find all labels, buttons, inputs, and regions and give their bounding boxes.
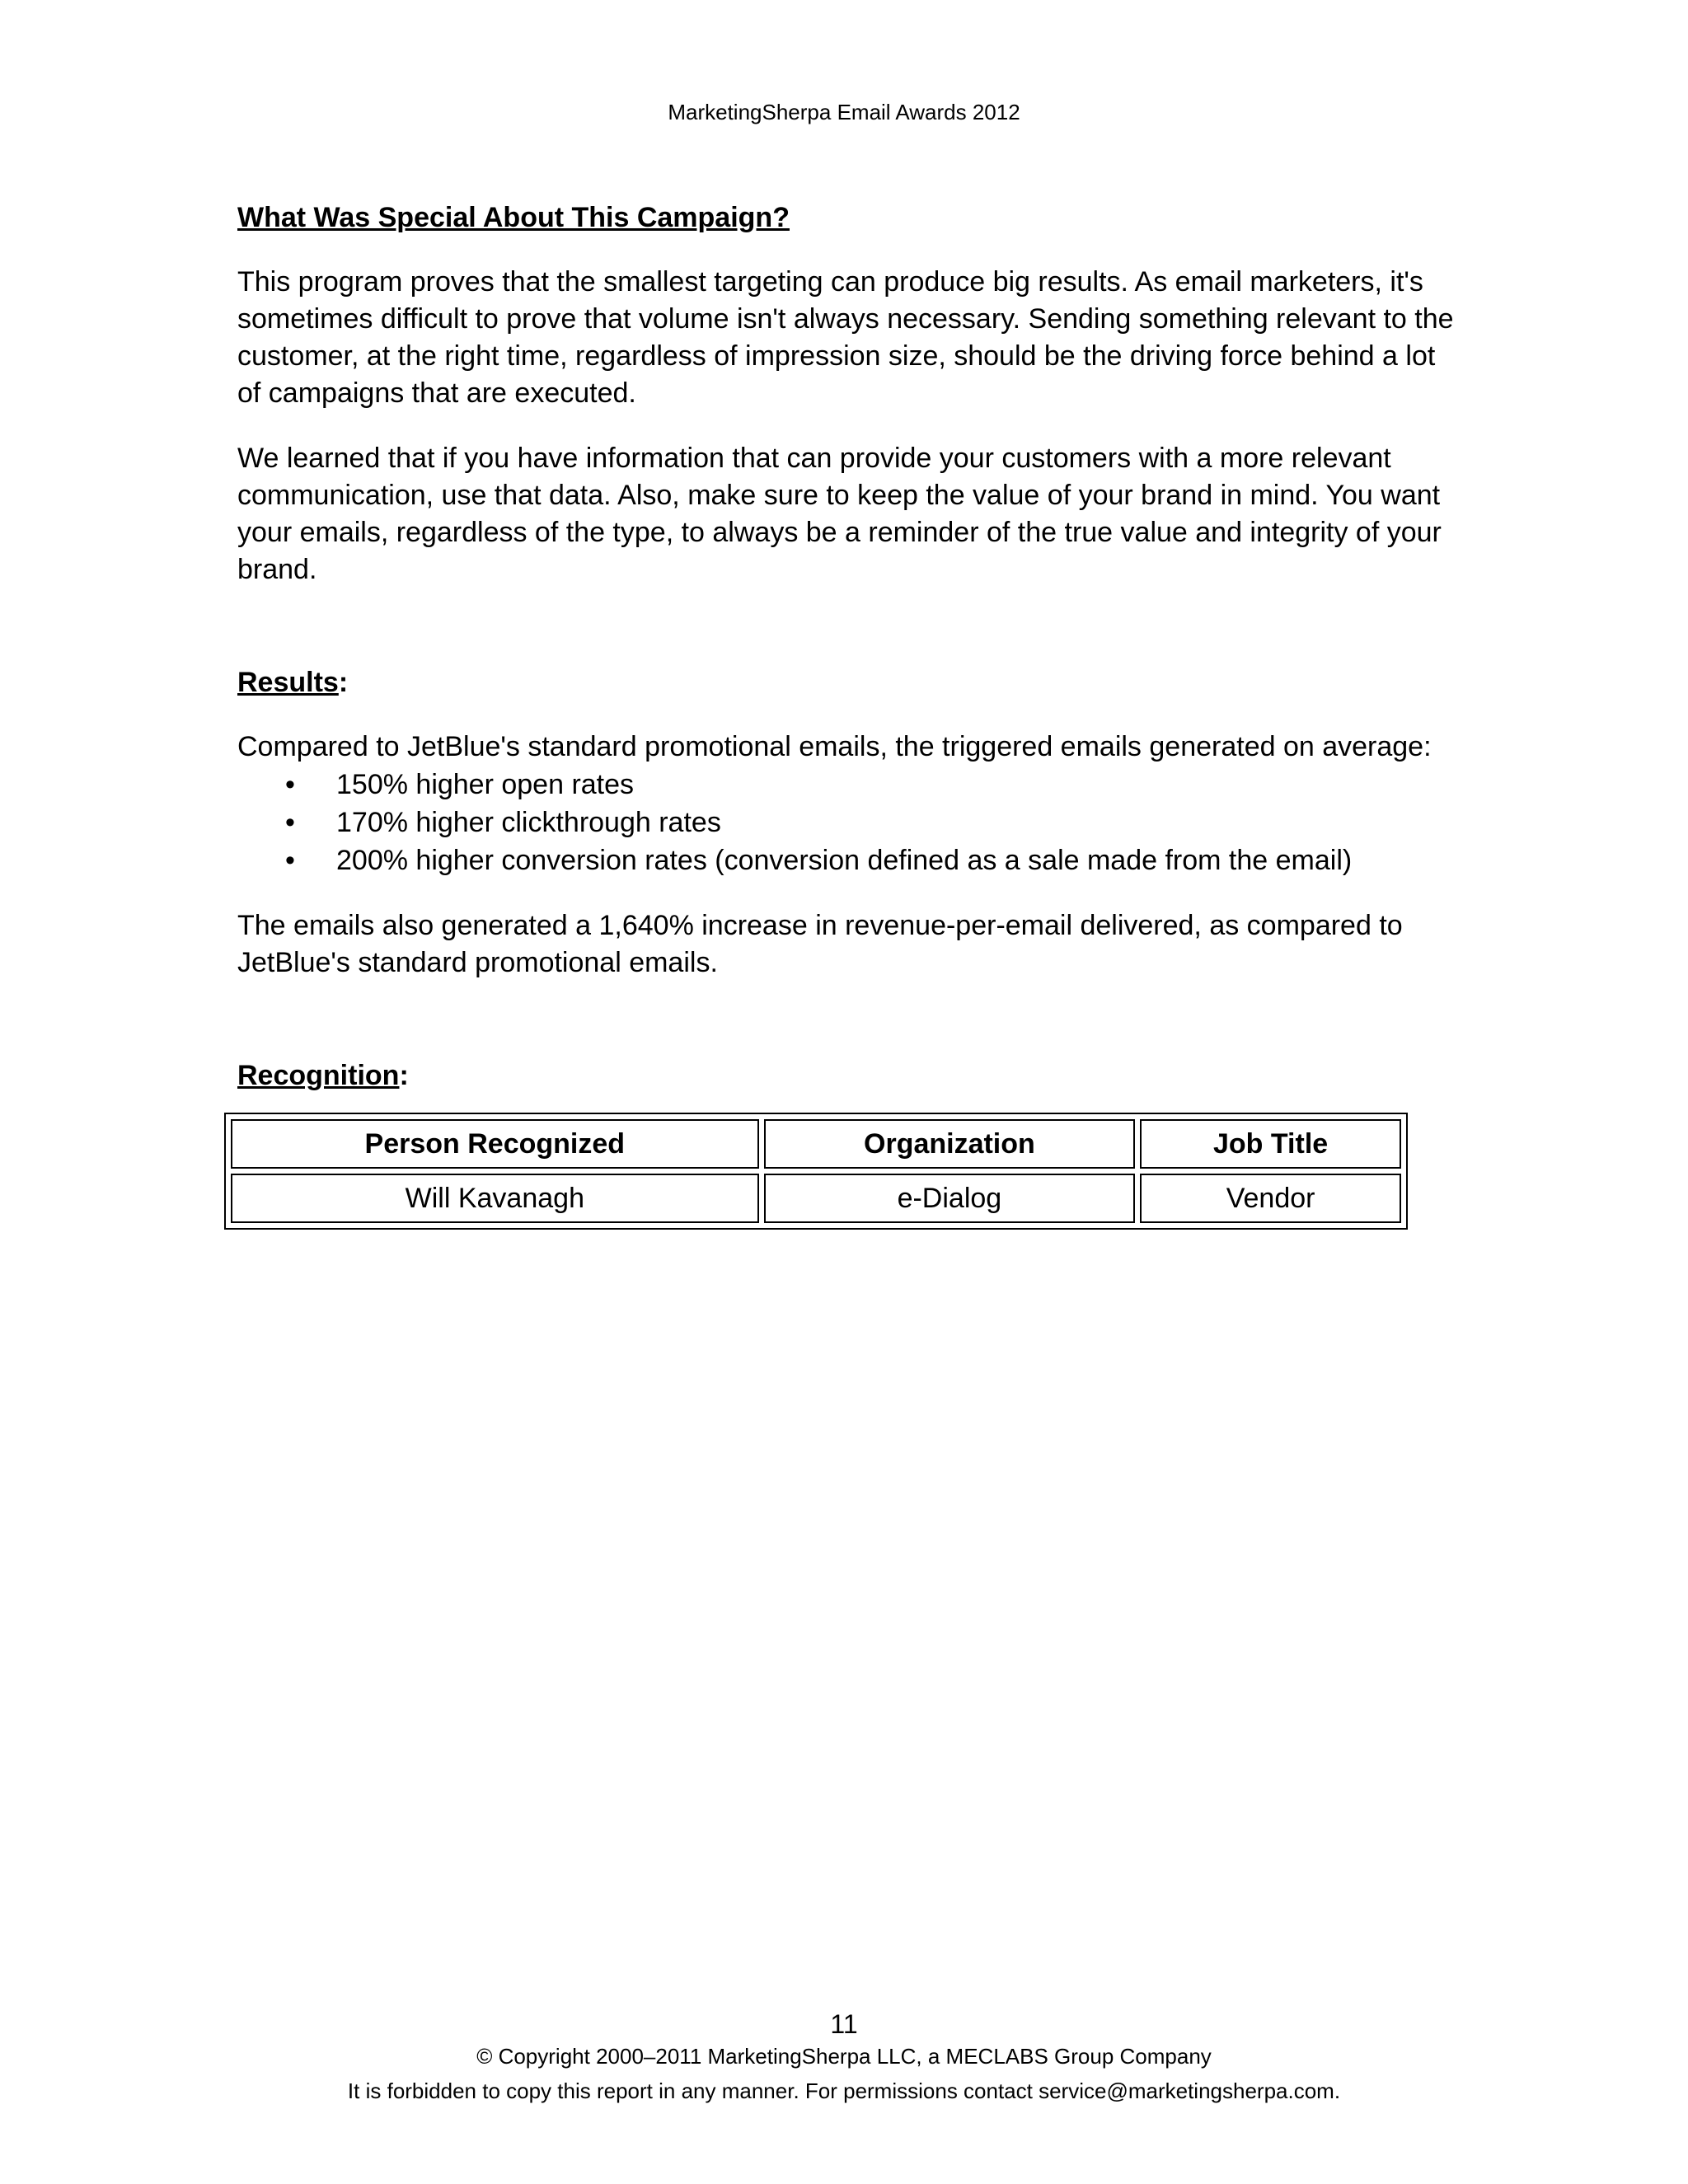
table-cell: e-Dialog xyxy=(764,1174,1136,1223)
section-heading-results: Results: xyxy=(237,667,349,698)
paragraph: Compared to JetBlue's standard promotional emails, the triggered emails generated on average: xyxy=(237,731,1432,762)
permissions-notice: It is forbidden to copy this report in any manner. For permissions contact service@marketingsherpa.com. xyxy=(347,2079,1341,2103)
table-header-cell: Organization xyxy=(764,1119,1136,1169)
recognition-table xyxy=(224,1113,1408,1230)
document-body xyxy=(237,199,1465,1094)
list-item: • 200% higher conversion rates (conversion defined as a sale made from the email) xyxy=(237,841,1465,879)
table-header-cell: Job Title xyxy=(1140,1119,1401,1169)
list-item: • 150% higher open rates xyxy=(237,766,1465,804)
copyright-notice: © Copyright 2000–2011 MarketingSherpa LLC, a MECLABS Group Company xyxy=(476,2044,1212,2069)
list-item: • 170% higher clickthrough rates xyxy=(237,804,1465,841)
table-cell: Will Kavanagh xyxy=(231,1174,759,1223)
results-list xyxy=(237,766,1465,879)
section-heading-recognition: Recognition: xyxy=(237,1060,409,1091)
paragraph: We learned that if you have information that can provide your customers with a more relevant communication, use that data. Also, make sure to keep the value of your brand in mind. You want your emails, regardless of the type, to always be a reminder of the true value and integrity of your brand. xyxy=(237,443,1442,585)
table-header-row xyxy=(231,1119,1401,1169)
table-row xyxy=(231,1174,1401,1223)
table-header-cell: Person Recognized xyxy=(231,1119,759,1169)
page-header: MarketingSherpa Email Awards 2012 xyxy=(668,100,1020,124)
section-heading-special: What Was Special About This Campaign? xyxy=(237,202,790,233)
page-number: 11 xyxy=(830,2009,858,2039)
table-cell: Vendor xyxy=(1140,1174,1401,1223)
paragraph: The emails also generated a 1,640% increase in revenue-per-email delivered, as compared to JetBlue's standard promotional emails. xyxy=(237,910,1403,978)
paragraph: This program proves that the smallest targeting can produce big results. As email marketers, it's sometimes difficult to prove that volume isn't always necessary. Sending something relevant to the customer, at the right time, regardless of impression size, should be the driving force behind a lot of campaigns that are executed. xyxy=(237,266,1454,409)
